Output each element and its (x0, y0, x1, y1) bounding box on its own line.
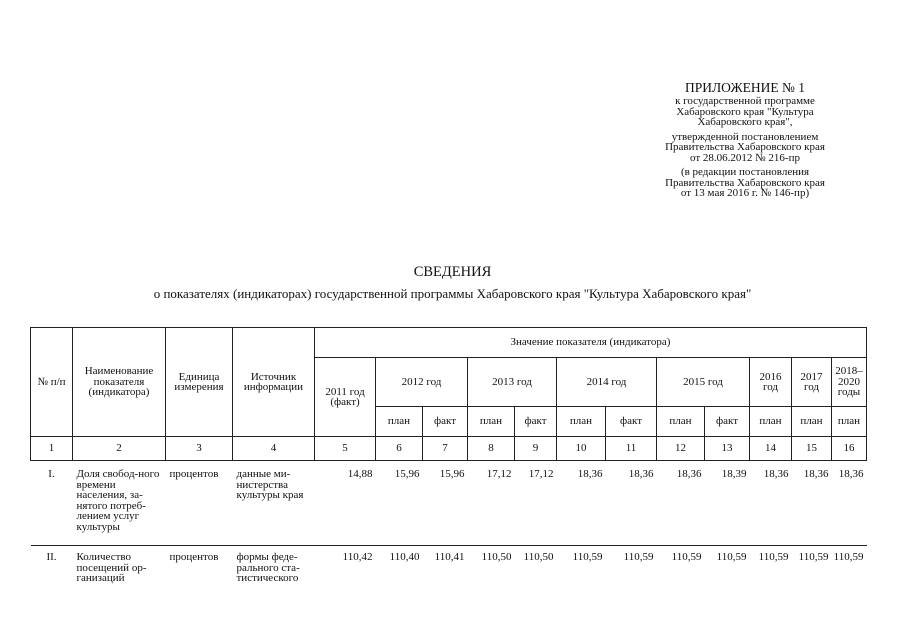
row-num: II. (31, 546, 73, 601)
header-fact: факт (606, 407, 657, 437)
indicators-table (30, 327, 867, 601)
row-value: 18,36 (792, 461, 832, 546)
row-value: 110,59 (557, 546, 606, 601)
table-row (31, 461, 867, 546)
header-unit: Единица измерения (166, 328, 233, 437)
header-fact: факт (515, 407, 557, 437)
document-subtitle: о показателях (индикаторах) государственной программы Хабаровского края "Культура Хабаровского края" (153, 286, 752, 301)
row-value: 110,50 (468, 546, 515, 601)
header-year-2018: 2018–2020 годы (832, 358, 867, 407)
column-number: 8 (468, 437, 515, 461)
row-value: 17,12 (468, 461, 515, 546)
header-plan: план (468, 407, 515, 437)
header-year-2013: 2013 год (468, 358, 557, 407)
row-value: 110,59 (750, 546, 792, 601)
header-fact: факт (423, 407, 468, 437)
column-number: 6 (376, 437, 423, 461)
appendix-line: к государственной программе (675, 95, 815, 107)
column-number: 2 (73, 437, 166, 461)
header-year-2012: 2012 год (376, 358, 468, 407)
header-year-2015: 2015 год (657, 358, 750, 407)
appendix-line: утвержденной постановлением (671, 130, 819, 143)
row-value: 110,59 (657, 546, 705, 601)
header-year-2011: 2011 год (факт) (315, 358, 376, 437)
column-number: 7 (423, 437, 468, 461)
header-plan: план (832, 407, 867, 437)
row-value: 14,88 (315, 461, 376, 546)
row-value: 15,96 (376, 461, 423, 546)
table-row (31, 546, 867, 601)
appendix-line: от 28.06.2012 № 216-пр (690, 151, 800, 164)
header-plan: план (792, 407, 832, 437)
row-value: 18,36 (832, 461, 867, 546)
appendix-title: ПРИЛОЖЕНИЕ № 1 (684, 80, 806, 95)
column-number: 1 (31, 437, 73, 461)
row-value: 110,59 (606, 546, 657, 601)
column-number: 16 (832, 437, 867, 461)
row-value: 110,42 (315, 546, 376, 601)
column-number: 15 (792, 437, 832, 461)
column-number: 13 (705, 437, 750, 461)
appendix-line: Правительства Хабаровского края (665, 141, 825, 153)
row-value: 110,59 (832, 546, 867, 601)
column-number: 14 (750, 437, 792, 461)
appendix-line: от 13 мая 2016 г. № 146-пр) (680, 187, 810, 199)
appendix-line: Хабаровского края", (697, 116, 793, 128)
header-source: Источник информации (233, 328, 315, 437)
row-value: 18,36 (657, 461, 705, 546)
header-plan: план (557, 407, 606, 437)
row-value: 110,40 (376, 546, 423, 601)
row-name: Количество посещений ор-ганизаций (73, 546, 166, 601)
column-number: 5 (315, 437, 376, 461)
header-fact: факт (705, 407, 750, 437)
column-number: 4 (233, 437, 315, 461)
row-value: 18,36 (606, 461, 657, 546)
column-number: 9 (515, 437, 557, 461)
column-number: 12 (657, 437, 705, 461)
row-num: I. (31, 461, 73, 546)
appendix-line: (в редакции постановления (680, 166, 810, 178)
header-plan: план (657, 407, 705, 437)
row-value: 18,36 (557, 461, 606, 546)
header-year-2017: 2017 год (792, 358, 832, 407)
row-unit: процентов (166, 546, 233, 601)
appendix-block (600, 80, 890, 199)
row-value: 110,41 (423, 546, 468, 601)
header-plan: план (376, 407, 423, 437)
row-value: 15,96 (423, 461, 468, 546)
document-title: СВЕДЕНИЯ (413, 264, 492, 280)
row-source: данные ми-нистерства культуры края (233, 461, 315, 546)
row-value: 110,59 (792, 546, 832, 601)
row-value: 18,39 (705, 461, 750, 546)
column-number: 11 (606, 437, 657, 461)
header-year-2016: 2016 год (750, 358, 792, 407)
header-name: Наименование показателя (индикатора) (73, 328, 166, 437)
column-number: 3 (166, 437, 233, 461)
row-name: Доля свобод-ного времени населения, за-нятого потреб-лением услуг культуры (73, 461, 166, 546)
column-number: 10 (557, 437, 606, 461)
row-value: 110,59 (705, 546, 750, 601)
row-value: 18,36 (750, 461, 792, 546)
row-source: формы феде-рального ста-тистического (233, 546, 315, 601)
header-plan: план (750, 407, 792, 437)
column-number-row (31, 437, 867, 461)
appendix-line: Хабаровского края "Культура (676, 105, 814, 118)
row-value: 110,50 (515, 546, 557, 601)
header-num: № п/п (31, 328, 73, 437)
row-value: 17,12 (515, 461, 557, 546)
header-value: Значение показателя (индикатора) (315, 328, 867, 358)
appendix-line: Правительства Хабаровского края (665, 176, 825, 189)
header-year-2014: 2014 год (557, 358, 657, 407)
row-unit: процентов (166, 461, 233, 546)
